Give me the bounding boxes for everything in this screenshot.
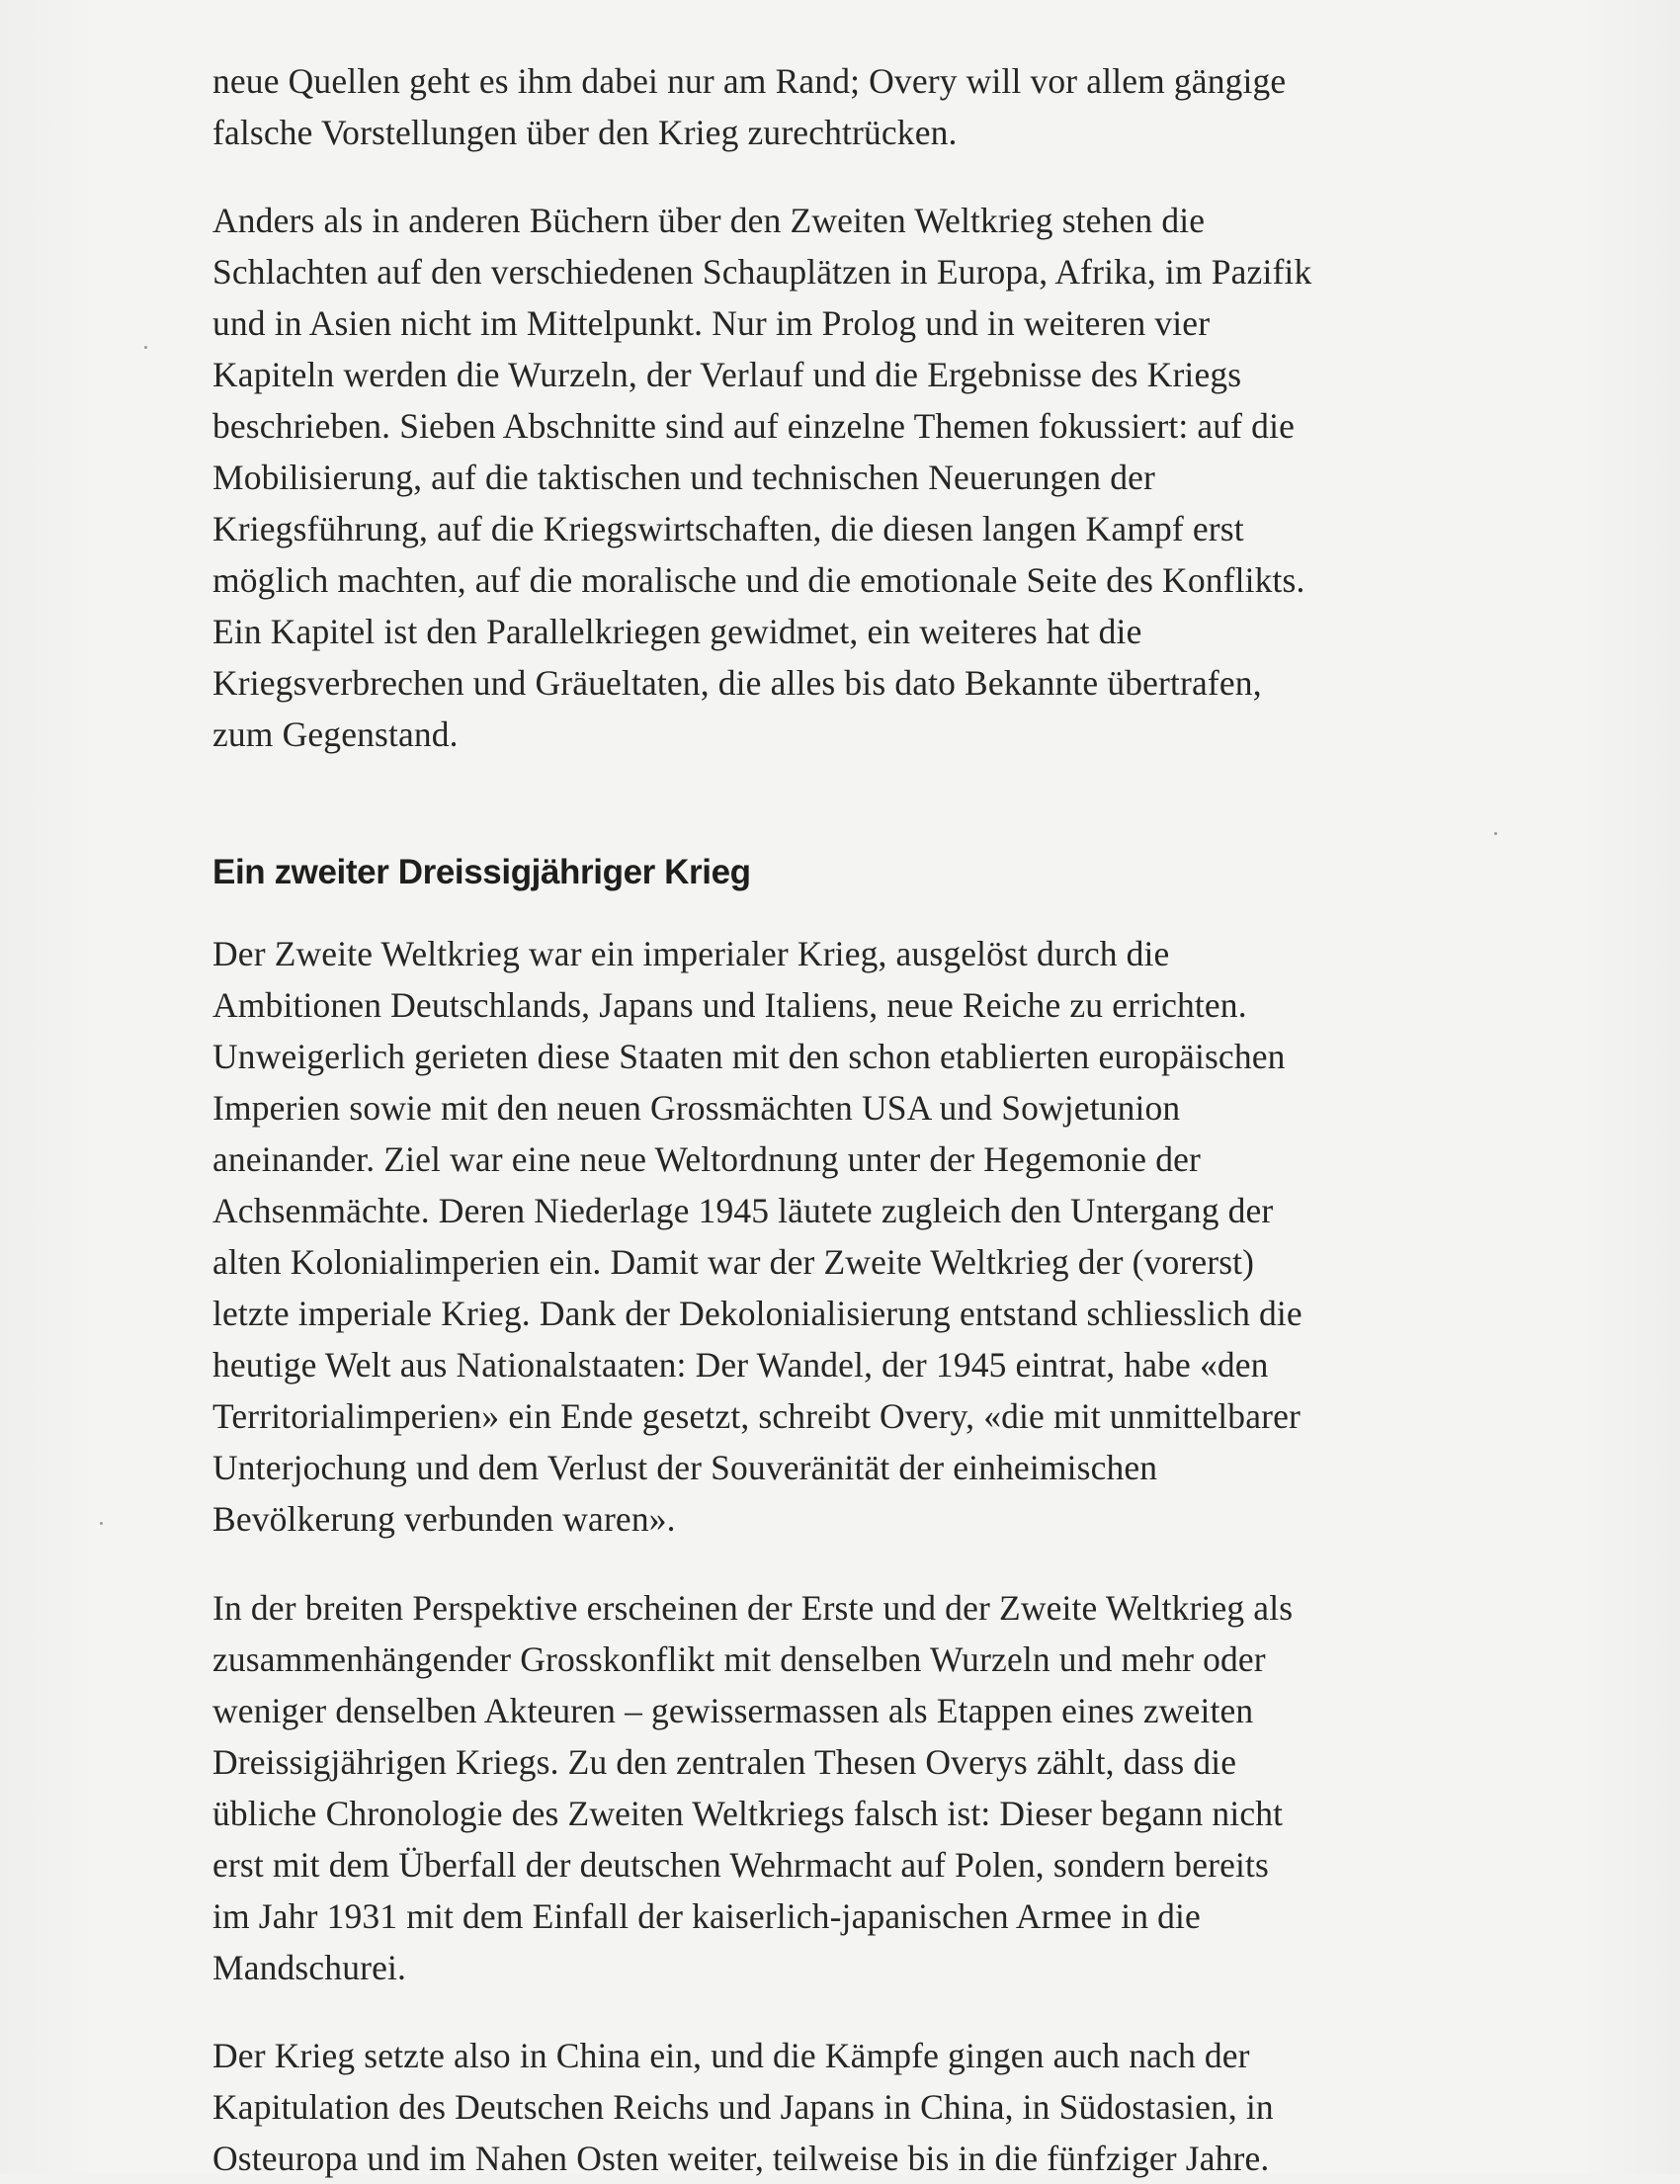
scan-speck [144, 346, 147, 349]
paragraph-china: Der Krieg setzte also in China ein, und die Kämpfe gingen auch nach der Kapitulation des Deutschen Reichs und Japans in China, in Südostasien, in Osteuropa und im Nahen Osten weiter, teilweise bis in die fünfziger Jahre. [212, 2036, 1274, 2178]
section-heading: Ein zweiter Dreissigjähriger Krieg [212, 853, 751, 891]
paragraph-imperial-war: Der Zweite Weltkrieg war ein imperialer Krieg, ausgelöst durch die Ambitionen Deutschlands, Japans und Italiens, neue Reiche zu errichten. Unweigerlich gerieten diese Staaten mit den schon etablierten europäischen Imperien sowie mit den neuen Grossmächten USA und Sowjetunion aneinander. Ziel war eine neue Weltordnung unter der Hegemonie der Achsenmächte. Deren Niederlage 1945 läutete zugleich den Untergang der alten Kolonialimperien ein. Damit war der Zweite Weltkrieg der (vorerst) letzte imperiale Krieg. Dank der Dekolonialisierung entstand schliesslich die heutige Welt aus Nationalstaaten: Der Wandel, der 1945 eintrat, habe «den Territorialimperien» ein Ende gesetzt, schreibt Overy, «die mit unmittelbarer Unterjochung und dem Verlust der Souveränität der einheimischen Bevölkerung verbunden waren». [212, 934, 1302, 1539]
scan-speck [100, 1522, 103, 1525]
paragraph-chronology: In der breiten Perspektive erscheinen der Erste und der Zweite Weltkrieg als zusammenhängender Grosskonflikt mit denselben Wurzeln und mehr oder weniger denselben Akteuren – gewissermassen als Etappen eines zweiten Dreissigjährigen Kriegs. Zu den zentralen Thesen Overys zählt, dass die übliche Chronologie des Zweiten Weltkriegs falsch ist: Dieser begann nicht erst mit dem Überfall der deutschen Wehrmacht auf Polen, sondern bereits im Jahr 1931 mit dem Einfall der kaiserlich-japanischen Armee in die Mandschurei. [212, 1588, 1294, 1987]
article-body [212, 55, 1497, 2184]
paragraph-book-structure: Anders als in anderen Büchern über den Zweiten Weltkrieg stehen die Schlachten auf den verschiedenen Schauplätzen in Europa, Afrika, im Pazifik und in Asien nicht im Mittelpunkt. Nur im Prolog und in weiteren vier Kapiteln werden die Wurzeln, der Verlauf und die Ergebnisse des Kriegs beschrieben. Sieben Abschnitte sind auf einzelne Themen fokussiert: auf die Mobilisierung, auf die taktischen und technischen Neuerungen der Kriegsführung, auf die Kriegswirtschaften, die diesen langen Kampf erst möglich machten, auf die moralische und die emotionale Seite des Konflikts. Ein Kapitel ist den Parallelkriegen gewidmet, ein weiteres hat die Kriegsverbrechen und Gräueltaten, die alles bis dato Bekannte übertrafen, zum Gegenstand. [212, 201, 1312, 754]
paragraph-intro-continued: neue Quellen geht es ihm dabei nur am Rand; Overy will vor allem gängige falsche Vorstellungen über den Krieg zurechtrücken. [212, 61, 1287, 152]
